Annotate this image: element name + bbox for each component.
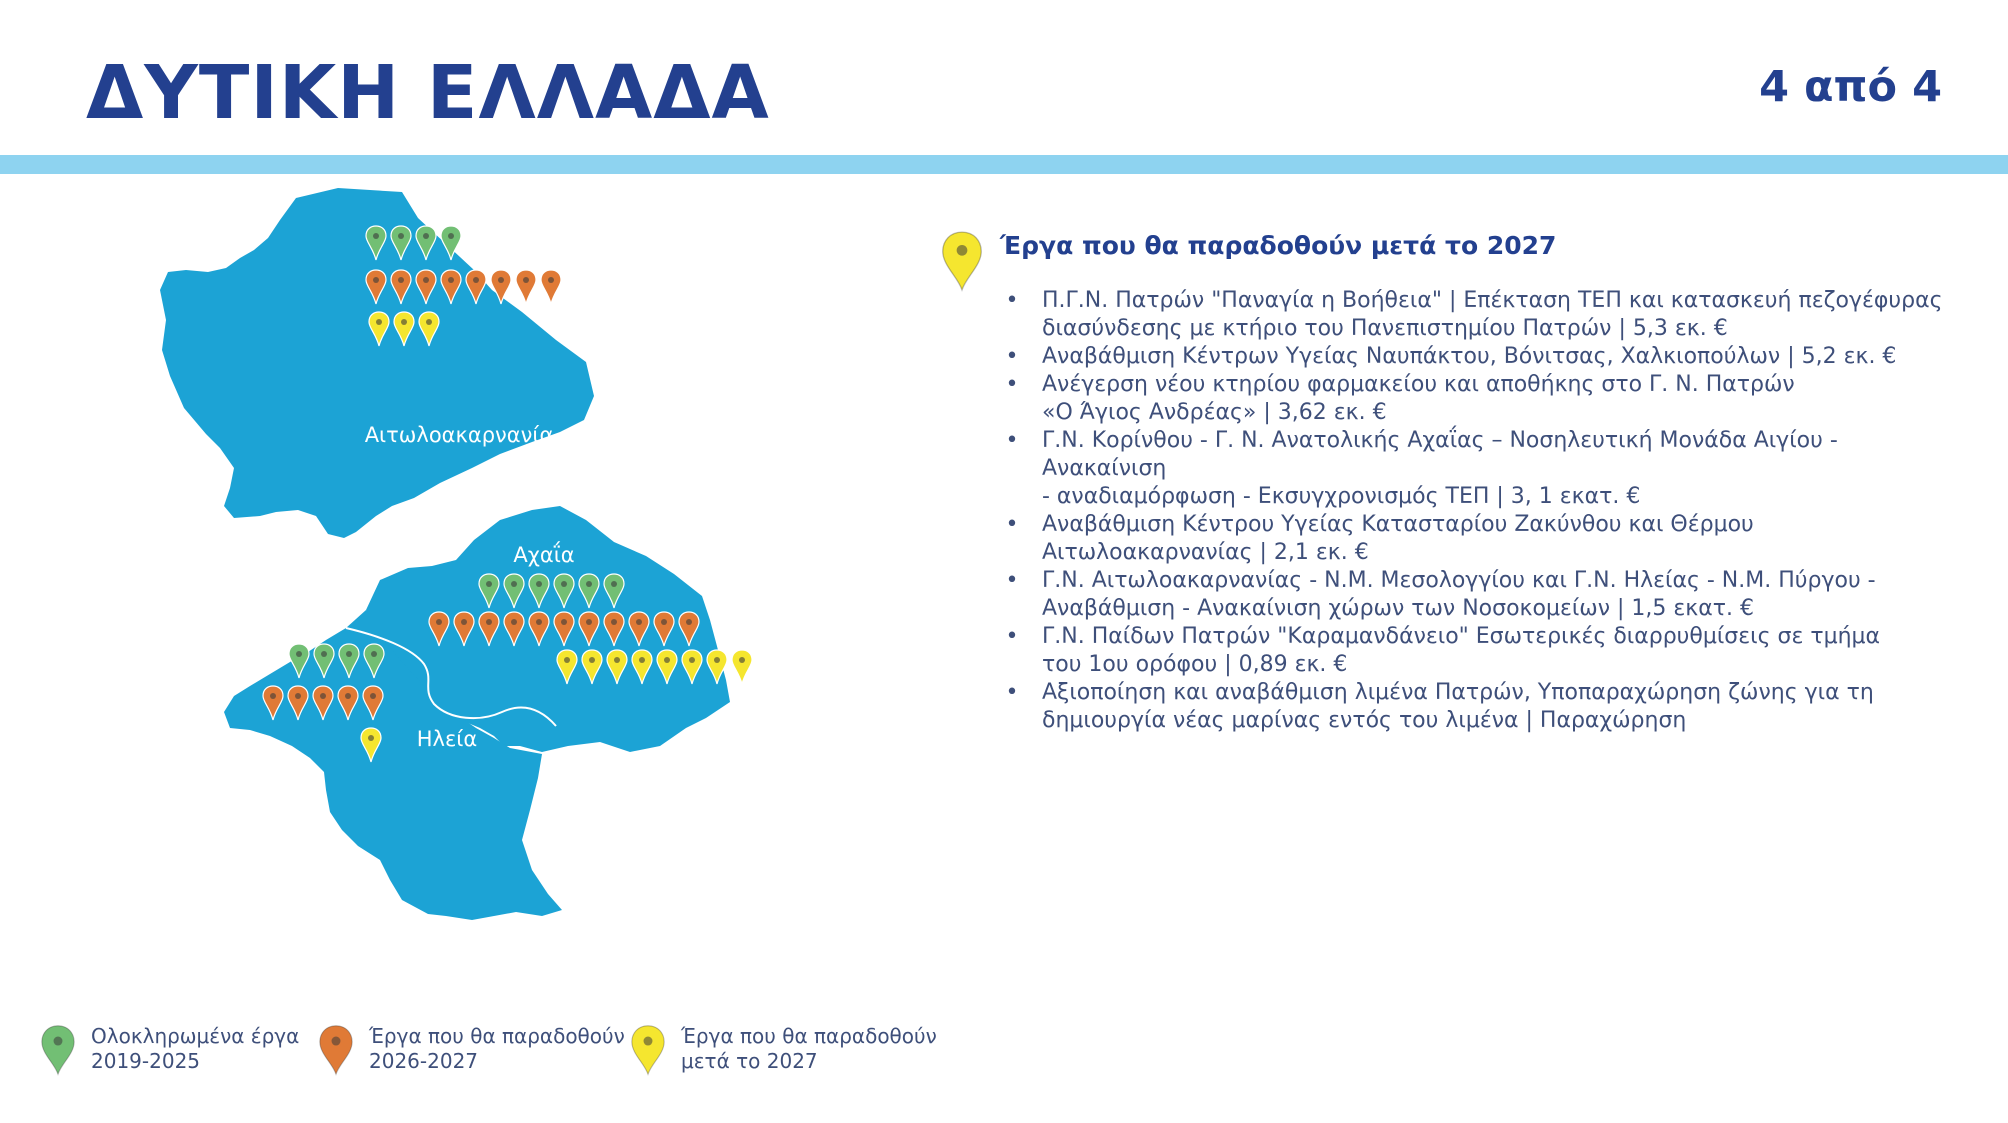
map-pin-dot [739, 657, 745, 663]
map-pin-dot [423, 277, 429, 283]
map-pin-dot [473, 277, 479, 283]
map-pin-dot [686, 619, 692, 625]
map-regions [160, 188, 730, 920]
map-pin-dot [368, 735, 374, 741]
map-pin-dot [486, 619, 492, 625]
map-pin-dot [511, 619, 517, 625]
map-pin-dot [564, 657, 570, 663]
region-label-aitoloakarnania: Αιτωλοακαρνανία [364, 423, 554, 447]
map-pin-dot [639, 657, 645, 663]
page-title: ΔΥΤΙΚΗ ΕΛΛΑΔΑ [86, 50, 770, 136]
page-indicator: 4 από 4 [1759, 62, 1942, 112]
orange-map-pin-icon [318, 1024, 354, 1076]
map-pin-dot [536, 581, 542, 587]
map-pin-dot [589, 657, 595, 663]
yellow-map-pin-icon [630, 1024, 666, 1076]
map-pin-dot [373, 277, 379, 283]
map-pin-dot [321, 651, 327, 657]
map-pin-dot [345, 693, 351, 699]
western-greece-map [150, 180, 790, 920]
region-label-ileia: Ηλεία [416, 727, 478, 751]
map-pin-dot [346, 651, 352, 657]
map-pin-dot [398, 233, 404, 239]
legend-label: Έργα που θα παραδοθούν 2026-2027 [369, 1024, 625, 1073]
map-legend [40, 1020, 980, 1080]
list-item: • Γ.Ν. Κορίνθου - Γ. Ν. Ανατολικής Αχαΐας – Νοσηλευτική Μονάδα Αιγίου - Ανακαίνιση - αναδιαμόρφωση - Εκσυγχρονισμός ΤΕΠ | 3, 1 εκατ. € [1005, 428, 1838, 509]
map-pin-dot [511, 581, 517, 587]
bullet-icon: • [1005, 428, 1019, 453]
map-pin-dot [661, 619, 667, 625]
map-pin-dot [611, 581, 617, 587]
bullet-icon: • [1005, 512, 1019, 537]
projects-list [1004, 287, 1944, 735]
bullet-icon: • [1005, 624, 1019, 649]
list-item: • Π.Γ.Ν. Πατρών "Παναγία η Βοήθεια" | Επέκταση ΤΕΠ και κατασκευή πεζογέφυρας διασύνδεσης με κτήριο του Πανεπιστημίου Πατρών | 5,3 εκ. € [1005, 288, 1943, 341]
map-pin-dot [586, 581, 592, 587]
legend-item-completed [40, 1020, 310, 1080]
map-pin-dot [371, 651, 377, 657]
map-pin-dot [398, 277, 404, 283]
map-pin-dot [296, 651, 302, 657]
yellow-map-pin-icon [732, 650, 752, 684]
legend-label: Ολοκληρωμένα έργα 2019-2025 [91, 1024, 300, 1073]
map-pin-dot [689, 657, 695, 663]
map-pin-dot [370, 693, 376, 699]
map-pin-dot [498, 277, 504, 283]
map-pin-dot [664, 657, 670, 663]
map-pin-dot [611, 619, 617, 625]
bullet-icon: • [1005, 344, 1019, 369]
list-item: • Αξιοποίηση και αναβάθμιση λιμένα Πατρών, Υποπαραχώρηση ζώνης για τη δημιουργία νέας μαρίνας εντός του λιμένα | Παραχώρηση [1005, 680, 1874, 733]
region-label-achaia: Αχαΐα [513, 543, 575, 567]
bullet-icon: • [1005, 372, 1019, 397]
map-pin-dot [373, 233, 379, 239]
projects-heading: Έργα που θα παραδοθούν μετά το 2027 [1000, 231, 1557, 260]
map-pin-dot [320, 693, 326, 699]
bullet-icon: • [1005, 288, 1019, 313]
map-pin-dot [448, 233, 454, 239]
map-pin-dot [270, 693, 276, 699]
map-pin-dot [461, 619, 467, 625]
list-item: • Αναβάθμιση Κέντρων Υγείας Ναυπάκτου, Βόνιτσας, Χαλκιοπούλων | 5,2 εκ. € [1005, 344, 1897, 369]
orange-map-pin-icon [516, 270, 536, 304]
map-pin-dot [448, 277, 454, 283]
map-pin-dot [295, 693, 301, 699]
list-item: • Γ.Ν. Αιτωλοακαρνανίας - Ν.Μ. Μεσολογγίου και Γ.Ν. Ηλείας - Ν.Μ. Πύργου - Αναβάθμιση - Ανακαίνιση χώρων των Νοσοκομείων | 1,5 εκατ. € [1005, 568, 1876, 621]
map-pin-dot [614, 657, 620, 663]
map-pin-dot [486, 581, 492, 587]
map-pin-dot [523, 277, 529, 283]
map-pin-dot [376, 319, 382, 325]
map-pin-dot [714, 657, 720, 663]
list-item: • Ανέγερση νέου κτηρίου φαρμακείου και αποθήκης στο Γ. Ν. Πατρών «Ο Άγιος Ανδρέας» | 3,62 εκ. € [1005, 372, 1795, 425]
list-item: • Γ.Ν. Παίδων Πατρών "Καραμανδάνειο" Εσωτερικές διαρρυθμίσεις σε τμήμα του 1ου ορόφου | 0,89 εκ. € [1005, 624, 1881, 677]
map-pin-dot [436, 619, 442, 625]
list-item: • Αναβάθμιση Κέντρου Υγείας Κατασταρίου Ζακύνθου και Θέρμου Αιτωλοακαρνανίας | 2,1 εκ. € [1005, 512, 1754, 565]
map-pin-dot [423, 233, 429, 239]
map-pin-dot [586, 619, 592, 625]
legend-item-2026-2027 [318, 1020, 625, 1080]
map-pin-dot [561, 581, 567, 587]
legend-label: Έργα που θα παραδοθούν μετά το 2027 [681, 1024, 937, 1073]
bullet-icon: • [1005, 680, 1019, 705]
map-pin-dot [426, 319, 432, 325]
yellow-map-pin-icon [940, 230, 984, 292]
map-pin-dot [548, 277, 554, 283]
legend-item-after-2027 [630, 1020, 937, 1080]
green-map-pin-icon [40, 1024, 76, 1076]
map-pin-dot [636, 619, 642, 625]
orange-map-pin-icon [541, 270, 561, 304]
map-pin-dot [401, 319, 407, 325]
header-divider-band [0, 155, 2008, 174]
bullet-icon: • [1005, 568, 1019, 593]
map-pin-dot [561, 619, 567, 625]
map-pin-dot [536, 619, 542, 625]
